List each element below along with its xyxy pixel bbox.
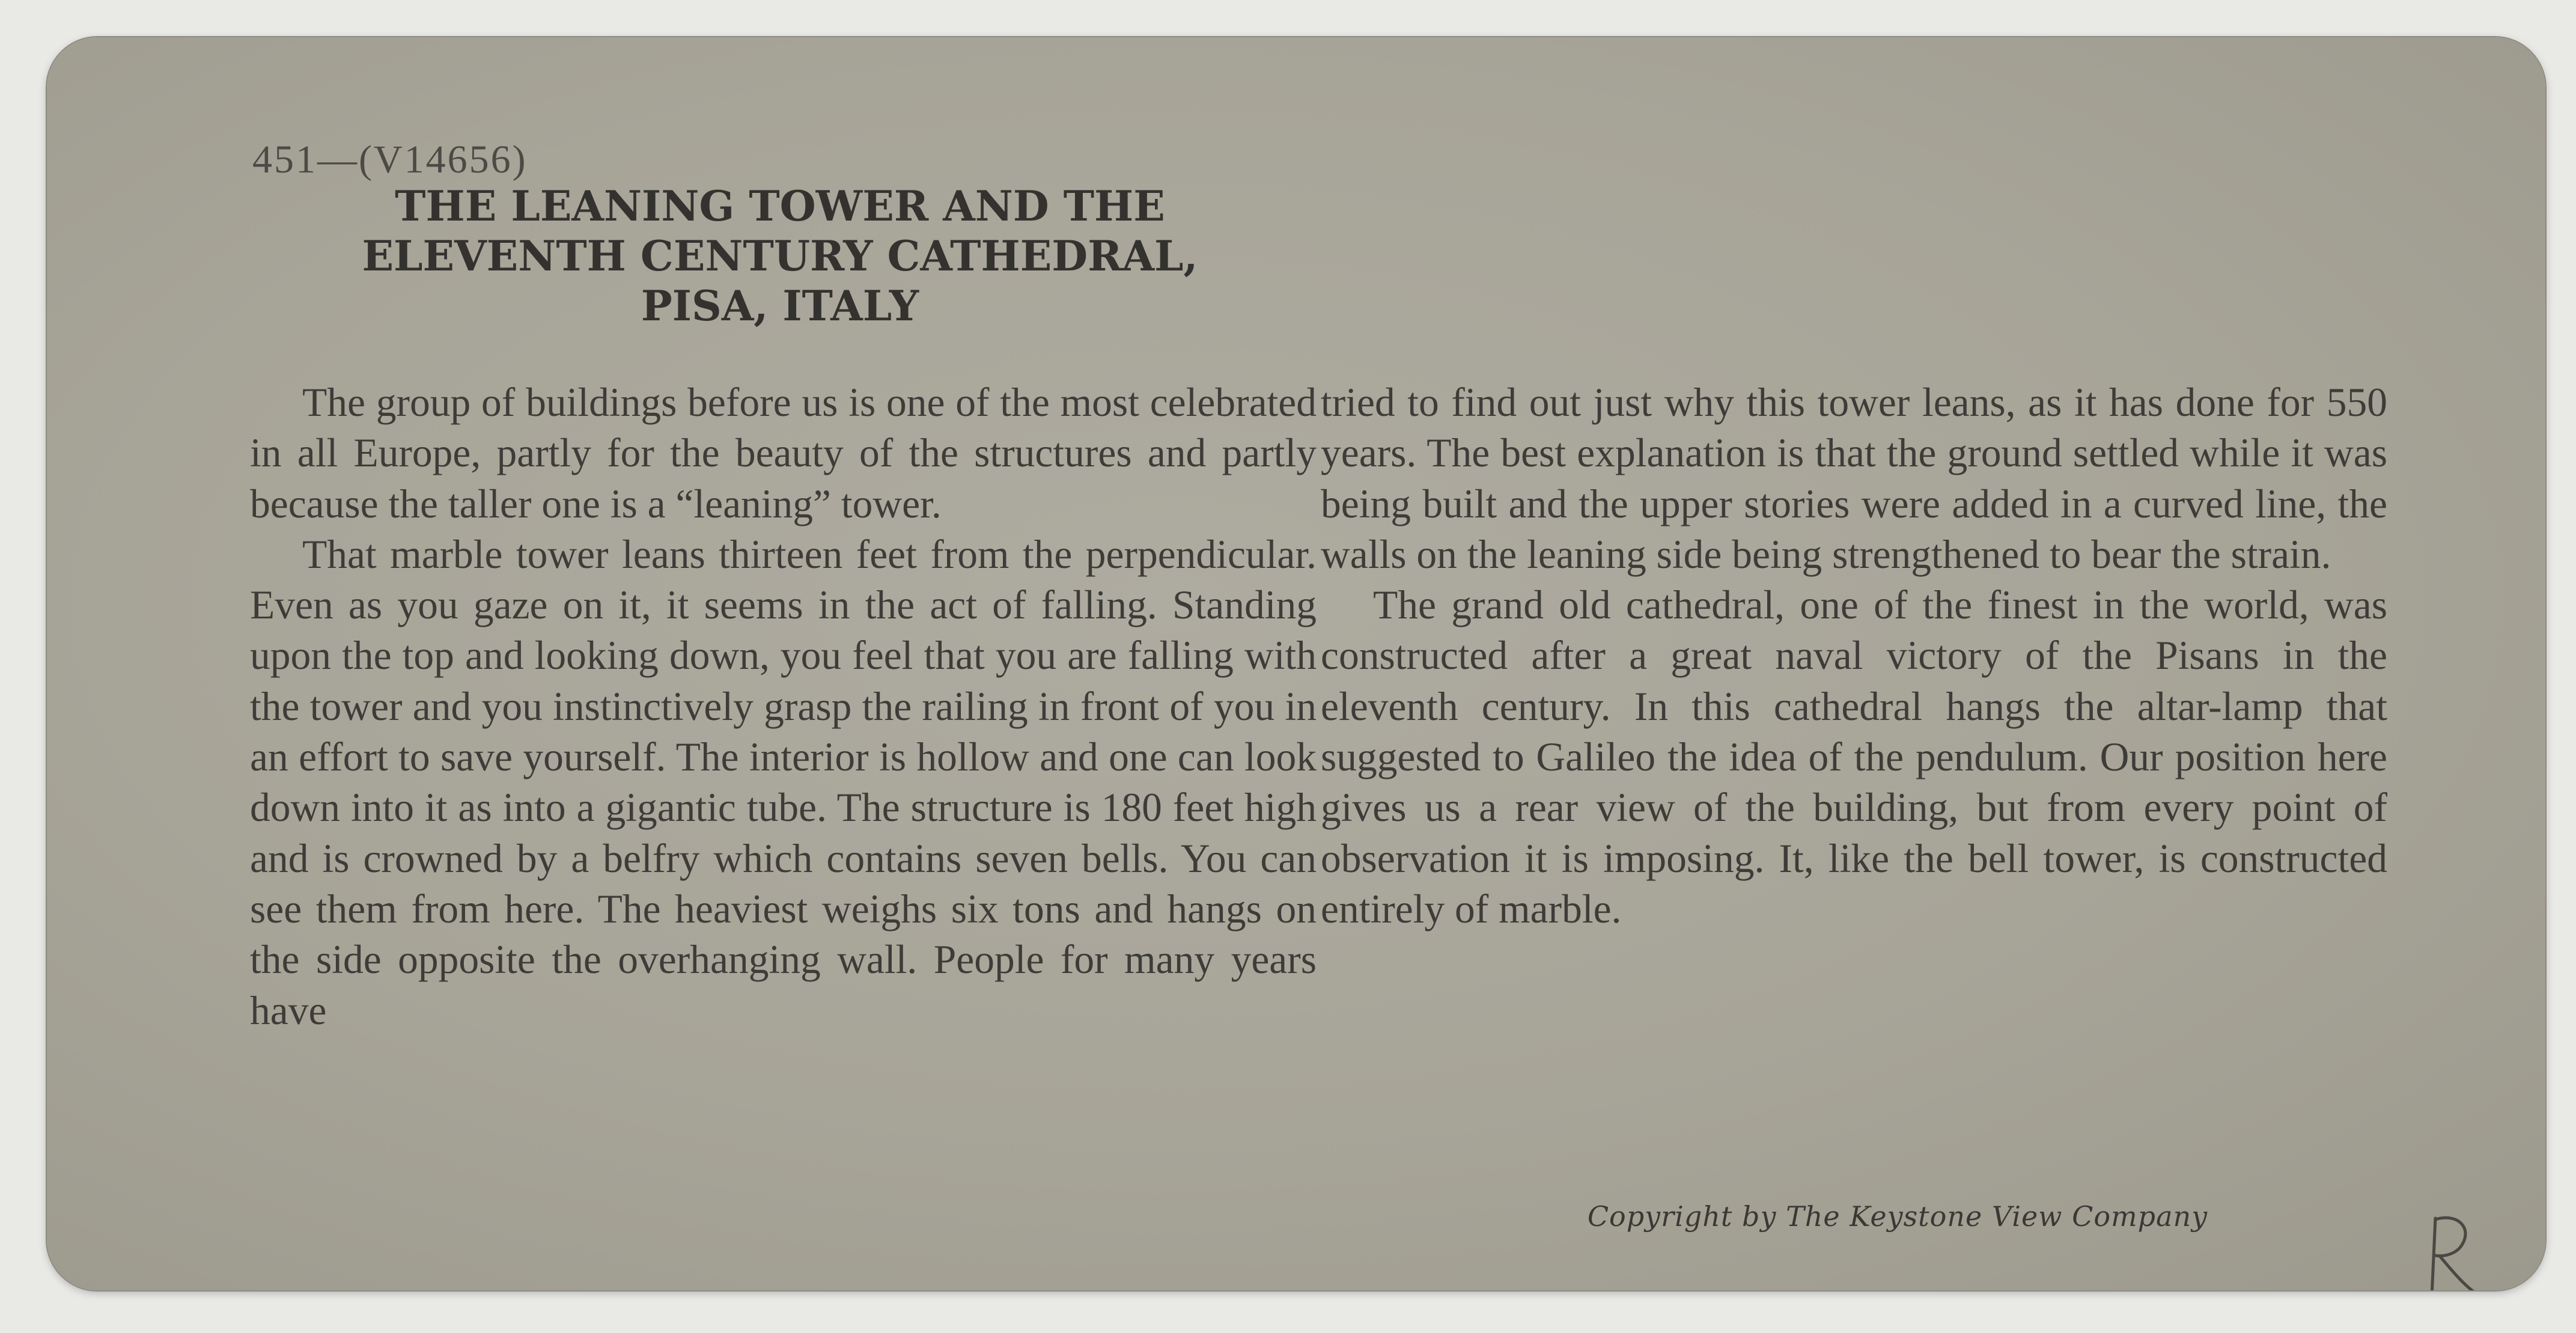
catalog-number: 451—(V14656) (252, 138, 528, 181)
left-text-column (250, 377, 1317, 1036)
handwritten-r-mark (2417, 1206, 2489, 1290)
title-line-2: ELEVENTH CENTURY CATHEDRAL, (362, 232, 1198, 281)
stereoview-card-back (47, 37, 2545, 1290)
copyright-notice: Copyright by The Keystone View Company (1587, 1200, 2208, 1233)
right-paragraph-1: tried to find out just why this tower leans, as it has done for 550 years. The best explanation is that the ground settled while it was being built and the upper stories were added in a curved line, the walls on the leaning side being strengthened to bear the strain. (1321, 380, 2387, 577)
title-line-3: PISA, ITALY (641, 282, 919, 331)
left-paragraph-2: That marble tower leans thirteen feet from the perpendicular. Even as you gaze on it, it seems in the act of falling. Standing upon the top and looking down, you feel that you are falling with the tower and you instinctively grasp the railing in front of you in an effort to save yourself. The interior is hollow and one can look down into it as into a gigantic tube. The structure is 180 feet high and is crowned by a belfry which contains seven bells. You can see them from here. The heaviest weighs six tons and hangs on the side opposite the overhanging wall. People for many years have (250, 531, 1317, 1033)
right-paragraph-2: The grand old cathedral, one of the finest in the world, was constructed after a great naval victory of the Pisans in the eleventh century. In this cathedral hangs the altar-lamp that suggested to Galileo the idea of the pendulum. Our position here gives us a rear view of the building, but from every point of observation it is imposing. It, like the bell tower, is constructed entirely of marble. (1321, 582, 2387, 932)
left-paragraph-1: The group of buildings before us is one of the most celebrated in all Europe, partly for the beauty of the structures and partly because the taller one is a “leaning” tower. (250, 380, 1317, 526)
right-text-column (1321, 377, 2387, 935)
title-line-1: THE LEANING TOWER AND THE (395, 182, 1165, 231)
card-title (245, 181, 1315, 331)
